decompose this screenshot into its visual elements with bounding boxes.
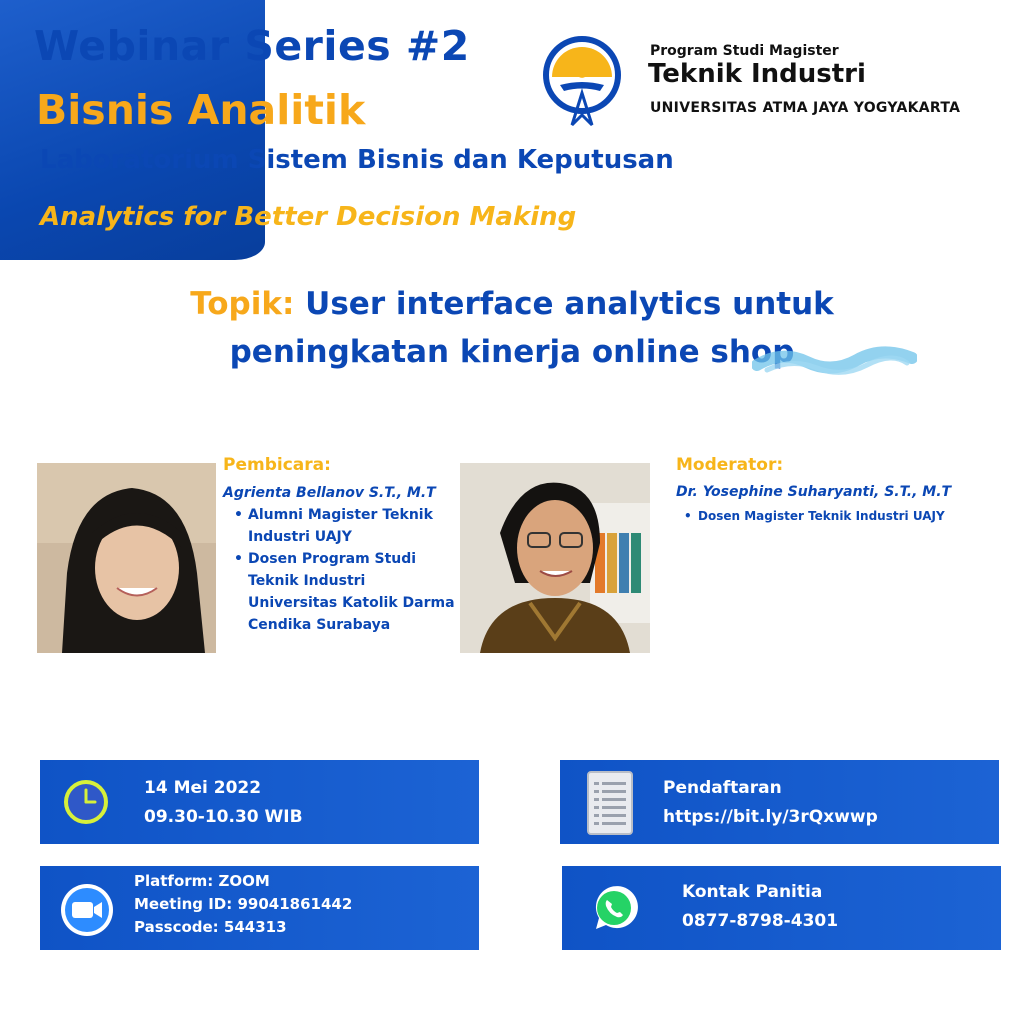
brush-stroke-decoration [752,330,917,385]
registration-label: Pendaftaran [663,778,782,798]
topic-label: Topik: [190,286,295,322]
moderator-photo [460,463,650,653]
contact-label: Kontak Panitia [682,882,823,902]
topic-title-line2: peningkatan kinerja online shop [229,334,795,370]
zoom-meeting-id: Meeting ID: 99041861442 [134,895,353,913]
contact-phone[interactable]: 0877-8798-4301 [682,911,839,931]
moderator-name: Dr. Yosephine Suharyanti, S.T., M.T [676,484,952,500]
topic-line-1 [100,280,924,328]
lab-name: Laboratorium Sistem Bisnis dan Keputusan [40,145,674,175]
speaker-bullet: • Alumni Magister Teknik Industri UAJY [230,504,455,548]
university-logo [542,35,622,135]
bisnis-analitik-title: Bisnis Analitik [36,86,366,134]
moderator-role: Moderator: [676,455,784,475]
contact-text-block [682,878,838,936]
registration-box [560,760,999,844]
registration-link[interactable]: https://bit.ly/3rQxwwp [663,807,878,827]
date-text-block [144,774,303,832]
topic-title-line1: User interface analytics untuk [305,286,834,322]
whatsapp-icon [588,883,640,935]
registration-text-block [663,774,878,832]
university-name: UNIVERSITAS ATMA JAYA YOGYAKARTA [650,100,961,116]
speaker-name: Agrienta Bellanov S.T., M.T [223,485,436,501]
speaker-bullet: • Dosen Program Studi Teknik Industri Universitas Katolik Darma Cendika Surabaya [230,548,455,636]
clock-icon [62,778,110,826]
zoom-text-block [134,870,352,939]
zoom-camera-icon [60,883,114,937]
zoom-passcode: Passcode: 544313 [134,918,287,936]
event-date: 14 Mei 2022 [144,778,262,798]
speaker-role: Pembicara: [223,455,331,475]
moderator-bullet: • Dosen Magister Teknik Industri UAJY [680,505,1000,527]
series-title-first-word: Webinar [34,22,230,70]
program-line: Program Studi Magister [650,43,839,59]
zoom-box [40,866,479,950]
series-title-rest: Series #2 [229,22,470,70]
moderator-bullets [680,505,1000,527]
document-icon [586,770,634,836]
event-time: 09.30-10.30 WIB [144,807,303,827]
tagline: Analytics for Better Decision Making [40,202,577,232]
program-name: Teknik Industri [648,59,866,89]
contact-box [562,866,1001,950]
series-title [34,22,470,70]
speaker-bullets [230,504,455,636]
date-time-box [40,760,479,844]
speaker-photo [37,463,216,653]
zoom-platform: Platform: ZOOM [134,872,270,890]
